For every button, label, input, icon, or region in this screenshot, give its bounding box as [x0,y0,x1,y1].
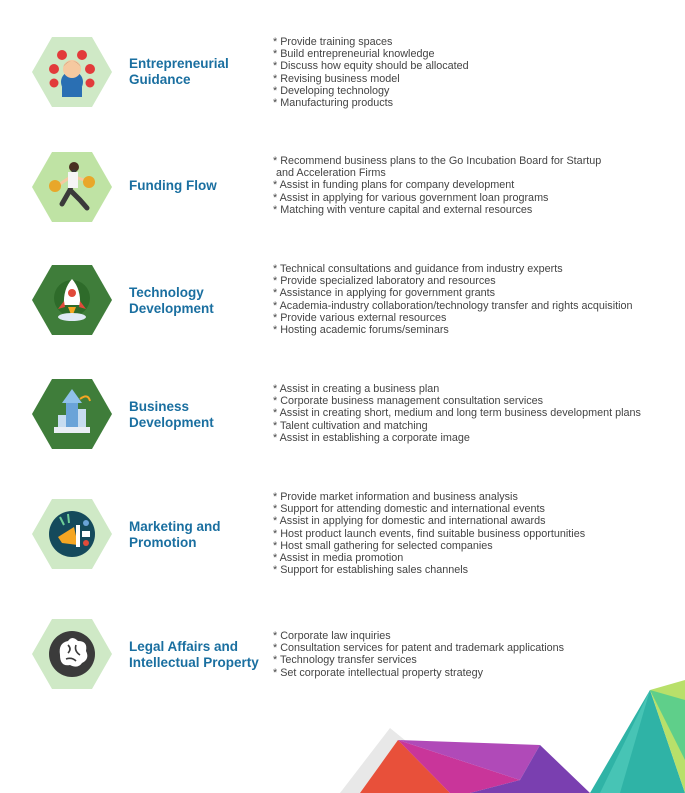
list-item: * Discuss how equity should be allocated [273,60,469,73]
list-item: * Support for attending domestic and international events [273,503,545,516]
list-item: * Set corporate intellectual property strategy [273,666,484,679]
list-item: * Developing technology [273,84,390,97]
list-item: * Corporate business management consultation services [273,395,544,408]
section-title: Entrepreneurial Guidance [129,56,229,87]
list-item: * Build entrepreneurial knowledge [273,48,435,61]
list-item: * Matching with venture capital and external resources [273,203,533,216]
list-item: * Assist in funding plans for company development [273,179,515,192]
list-item: * Provide various external resources [273,311,447,324]
list-item: * Manufacturing products [273,97,394,110]
list-item: * Host product launch events, find suitable business opportunities [273,527,586,540]
list-item: * Provide market information and business analysis [273,491,518,503]
list-item: * Corporate law inquiries [273,630,391,642]
section-title: Business Development [129,399,214,430]
list-item: * Talent cultivation and matching [273,419,428,432]
section-title: Technology Development [129,285,214,316]
list-item: * Hosting academic forums/seminars [273,324,449,337]
list-item: * Assist in creating a business plan [273,383,440,395]
list-item: * Consultation services for patent and trademark applications [273,642,565,655]
list-item: * Provide training spaces [273,36,393,48]
list-item: * Assist in applying for various government loan programs [273,191,549,204]
section-title: Funding Flow [129,178,217,193]
list-item: * Assist in applying for domestic and international awards [273,515,546,528]
list-item: * Assist in creating short, medium and long term business development plans [273,407,641,420]
list-item: * Technical consultations and guidance from industry experts [273,263,563,275]
list-item: * Assistance in applying for government grants [273,287,496,300]
list-item: * Provide specialized laboratory and resources [273,275,496,288]
list-item: * Assist in establishing a corporate image [273,431,470,444]
section-title: Legal Affairs and Intellectual Property [129,639,259,670]
list-item: * Assist in media promotion [273,552,404,565]
list-item: * Revising business model [273,72,400,85]
section-title: Marketing and Promotion [129,519,221,550]
list-item: * Academia-industry collaboration/technology transfer and rights acquisition [273,299,633,312]
list-item: * Support for establishing sales channels [273,564,469,577]
list-item: * Recommend business plans to the Go Incubation Board for Startup and Acceleration Firms [273,155,602,180]
list-item: * Host small gathering for selected companies [273,539,493,552]
list-item: * Technology transfer services [273,654,417,667]
